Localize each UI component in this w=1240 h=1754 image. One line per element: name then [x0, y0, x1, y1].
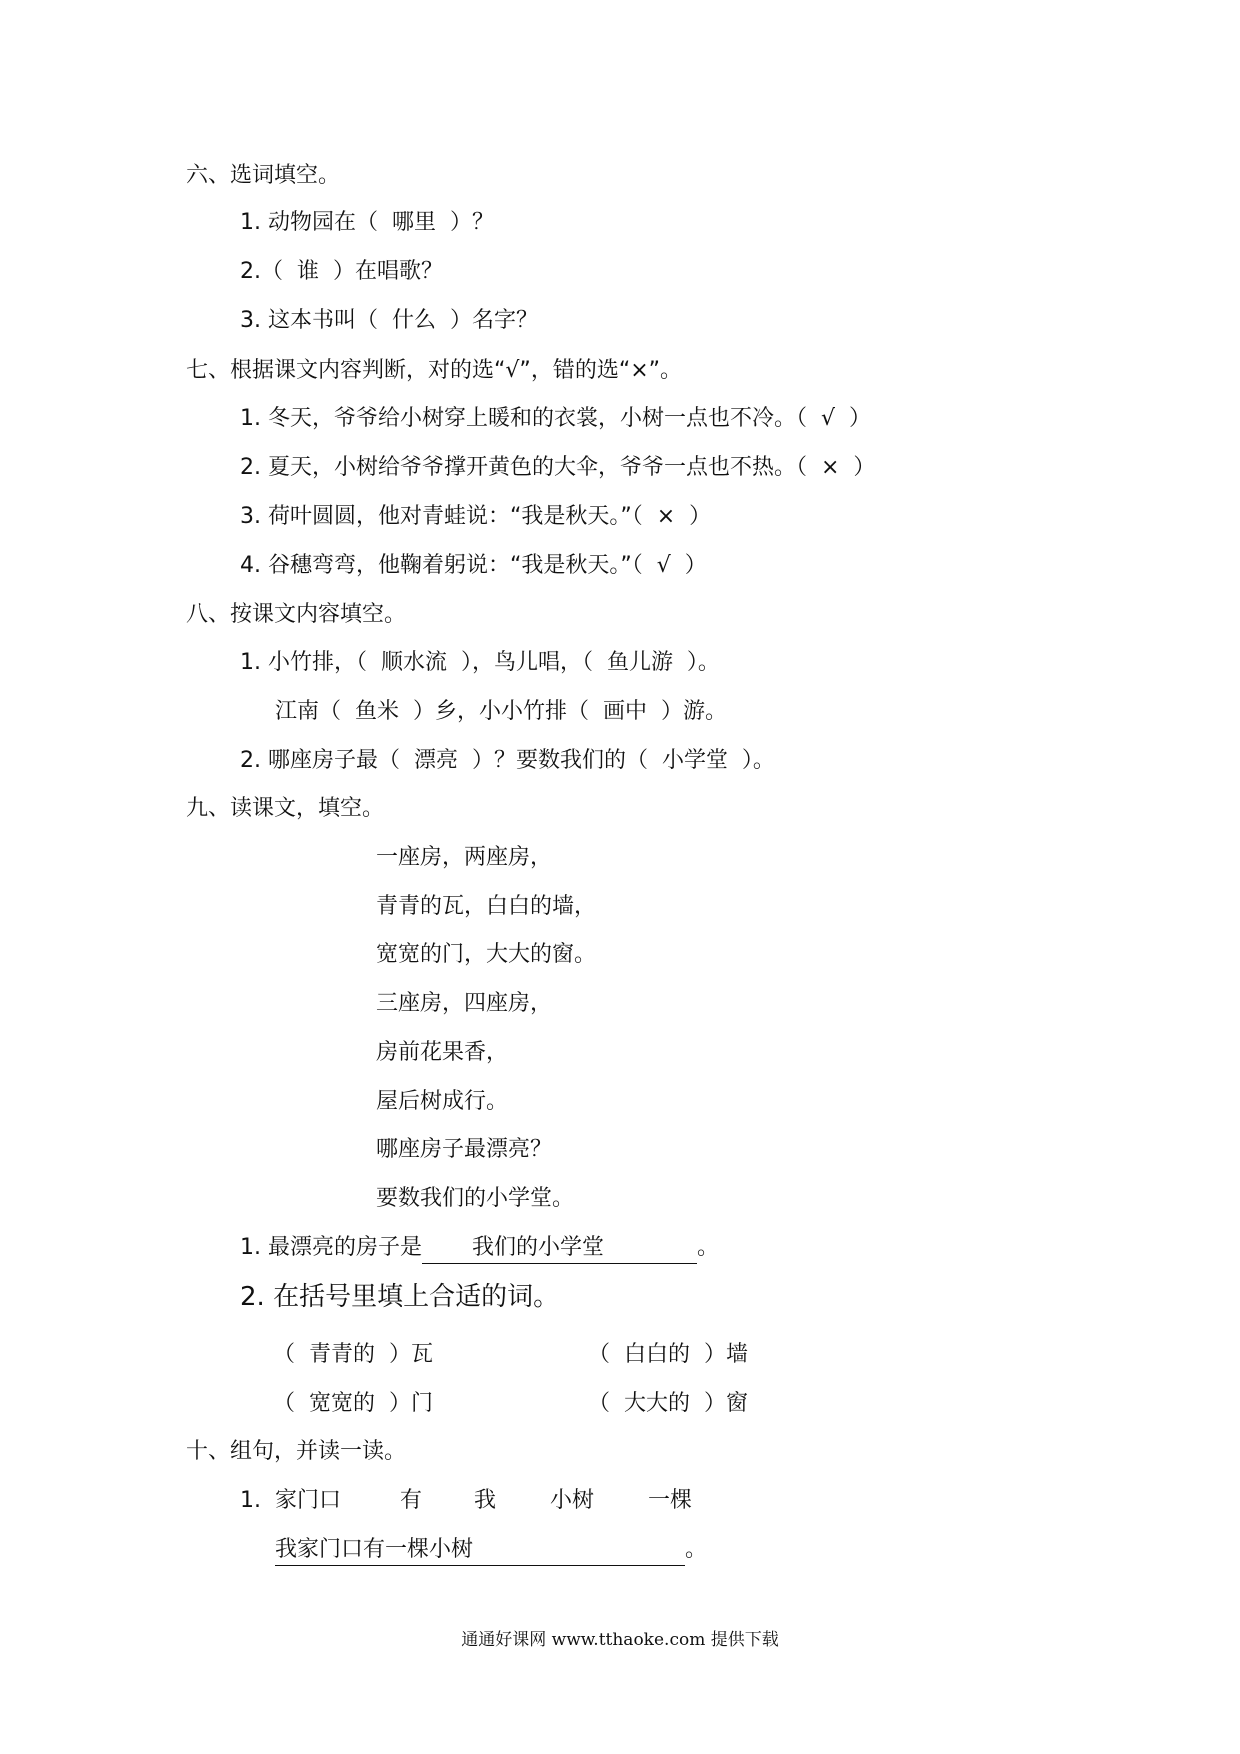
section-8-heading: 八、按课文内容填空。 — [186, 602, 407, 627]
s6-question-3: 3. 这本书叫（ 什么 ）名字？ — [240, 308, 538, 333]
s9-question-2: 2. 在括号里填上合适的词。 — [240, 1282, 560, 1312]
word-chip: 家门口 — [275, 1488, 342, 1513]
section-6-heading: 六、选词填空。 — [186, 163, 341, 188]
s7-question-3: 3. 荷叶圆圆，他对青蛙说：“我是秋天。”（ × ） — [240, 504, 712, 529]
s9-question-1 — [240, 1233, 719, 1264]
fill-pair: （ 青青的 ）瓦 — [273, 1342, 433, 1367]
s8-question-2: 2. 哪座房子最（ 漂亮 ）？要数我们的（ 小学堂 ）。 — [240, 748, 775, 773]
fill-pair: （ 宽宽的 ）门 — [273, 1391, 433, 1416]
poem-line: 要数我们的小学堂。 — [376, 1186, 575, 1211]
s10-answer-end: 。 — [685, 1537, 708, 1562]
footer: 通通好课网 www.tthaoke.com 提供下载 — [461, 1630, 779, 1650]
s7-question-1: 1. 冬天，爷爷给小树穿上暖和的衣裳，小树一点也不冷。（ √ ） — [240, 406, 871, 431]
word-chip: 我 — [474, 1488, 497, 1513]
poem-line: 一座房，两座房， — [376, 845, 553, 870]
fill-pair: （ 大大的 ）窗 — [588, 1391, 748, 1416]
s10-answer: 我家门口有一棵小树 — [275, 1535, 685, 1566]
section-10-heading: 十、组句，并读一读。 — [186, 1439, 407, 1464]
s10-question-1-label: 1. — [240, 1488, 261, 1513]
s7-question-4: 4. 谷穗弯弯，他鞠着躬说：“我是秋天。”（ √ ） — [240, 553, 707, 578]
poem-line: 房前花果香， — [376, 1040, 509, 1065]
s10-answer-line — [275, 1535, 707, 1566]
word-chip: 一棵 — [648, 1488, 693, 1513]
s6-question-2: 2.（ 谁 ）在唱歌？ — [240, 259, 443, 284]
section-9-heading: 九、读课文，填空。 — [186, 796, 385, 821]
s9-q1-answer: 我们的小学堂 — [422, 1233, 697, 1264]
s9-q1-end: 。 — [696, 1235, 719, 1260]
s8-question-1b: 江南（ 鱼米 ）乡，小小竹排（ 画中 ）游。 — [275, 699, 727, 724]
fill-pair: （ 白白的 ）墙 — [588, 1342, 748, 1367]
section-7-heading: 七、根据课文内容判断，对的选“√”，错的选“×”。 — [186, 358, 683, 383]
poem-line: 哪座房子最漂亮？ — [376, 1137, 553, 1162]
word-chip: 小树 — [550, 1488, 595, 1513]
poem-line: 宽宽的门，大大的窗。 — [376, 942, 597, 967]
poem-line: 屋后树成行。 — [376, 1089, 509, 1114]
s7-question-2: 2. 夏天，小树给爷爷撑开黄色的大伞，爷爷一点也不热。（ × ） — [240, 455, 876, 480]
poem-line: 青青的瓦，白白的墙， — [376, 894, 597, 919]
poem-line: 三座房，四座房， — [376, 991, 553, 1016]
s6-question-1: 1. 动物园在（ 哪里 ）？ — [240, 210, 494, 235]
word-chip: 有 — [400, 1488, 423, 1513]
s8-question-1a: 1. 小竹排，（ 顺水流 ），鸟儿唱，（ 鱼儿游 ）。 — [240, 650, 720, 675]
s9-q1-prefix: 1. 最漂亮的房子是 — [240, 1235, 422, 1260]
